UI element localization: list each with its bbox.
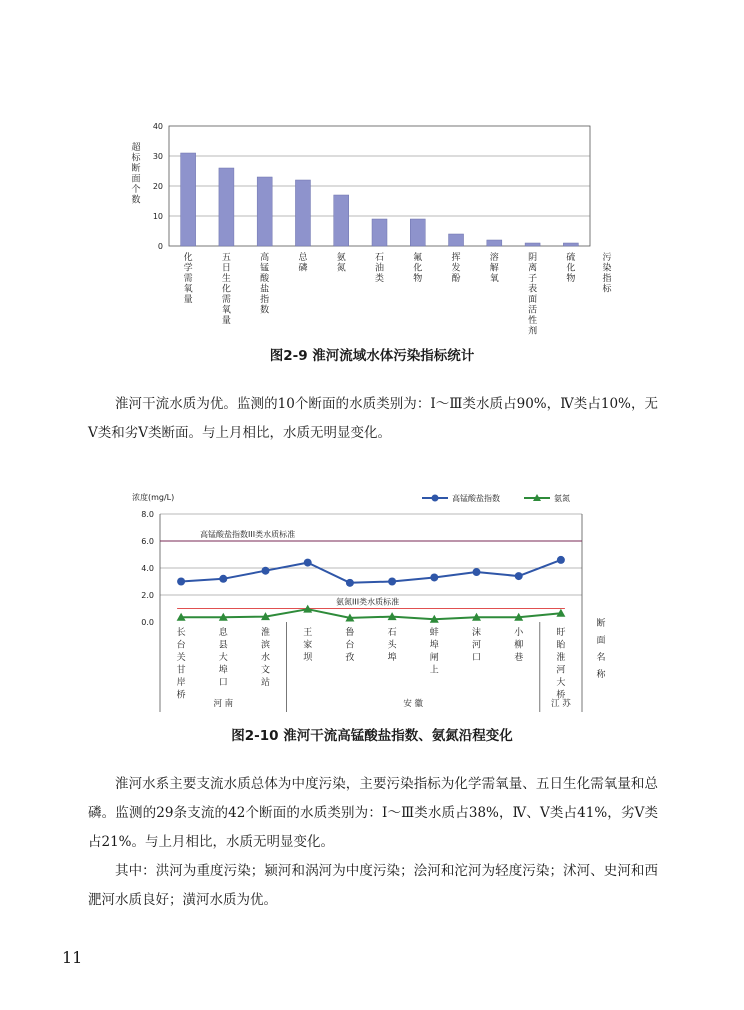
- x-tick-label: 王家坝: [303, 628, 313, 663]
- x-axis-label: 断面名称: [596, 619, 606, 680]
- paragraph-tributaries: [88, 770, 658, 915]
- data-point: [304, 559, 312, 567]
- bar: [257, 177, 272, 246]
- y-tick-label: 0: [157, 242, 163, 251]
- y-tick-label: 4.0: [141, 564, 154, 573]
- figure-2-10-caption: 图2-10 淮河干流高锰酸盐指数、氨氮沿程变化: [231, 728, 513, 744]
- y-tick-label: 6.0: [141, 537, 154, 546]
- bar: [295, 180, 310, 246]
- x-tick-label: 长台关甘岸桥: [176, 628, 186, 701]
- x-tick-label: 石油类: [374, 253, 385, 284]
- bar: [563, 243, 578, 246]
- x-tick-label: 氨氮: [336, 253, 346, 274]
- data-point: [346, 579, 354, 587]
- x-axis-label: 污染指标: [602, 253, 612, 295]
- x-tick-label: 息县大埠口: [218, 628, 228, 688]
- data-point: [557, 556, 565, 564]
- y-tick-label: 2.0: [141, 591, 154, 600]
- data-point: [388, 578, 396, 586]
- data-point: [219, 575, 227, 583]
- paragraph-text: 其中：洪河为重度污染；颍河和涡河为中度污染；浍河和沱河为轻度污染；沭河、史河和西淝河水质良好；潢河水质为优。: [88, 863, 658, 908]
- paragraph-text: 淮河干流水质为优。监测的10个断面的水质类别为：Ⅰ～Ⅲ类水质占90%，Ⅳ类占10%，无Ⅴ类和劣Ⅴ类断面。与上月相比，水质无明显变化。: [88, 396, 658, 441]
- x-tick-label: 淮滨水文站: [260, 628, 271, 688]
- data-point: [473, 568, 481, 576]
- legend-label: 氨氮: [554, 494, 570, 503]
- series-line: [181, 609, 561, 619]
- x-tick-label: 盱眙淮河大桥: [556, 628, 566, 701]
- y-tick-label: 10: [152, 212, 163, 221]
- bar: [449, 234, 464, 246]
- bar: [525, 243, 540, 246]
- x-tick-label: 蚌埠闸上: [429, 628, 439, 676]
- x-tick-label: 挥发酚: [451, 253, 461, 284]
- y-tick-label: 20: [152, 182, 163, 191]
- legend-marker: [432, 495, 439, 502]
- y-axis-label: 浓度(mg/L): [132, 493, 175, 502]
- x-tick-label: 氟化物: [413, 253, 423, 284]
- paragraph-main-stream: [88, 390, 658, 448]
- province-label: 江 苏: [551, 699, 571, 709]
- x-tick-label: 溶解氧: [489, 253, 499, 284]
- reference-line-label: 氨氮III类水质标准: [336, 597, 400, 607]
- x-tick-label: 化学需氧量: [183, 253, 193, 305]
- bar: [487, 240, 502, 246]
- line-chart-main-stream: [0, 480, 744, 750]
- x-tick-label: 阴离子表面活性剂: [528, 253, 538, 337]
- y-tick-label: 40: [152, 122, 163, 131]
- paragraph-text: 淮河水系主要支流水质总体为中度污染，主要污染指标为化学需氧量、五日生化需氧量和总磷。监测的29条支流的42个断面的水质类别为：Ⅰ～Ⅲ类水质占38%，Ⅳ、Ⅴ类占41%，劣Ⅴ类占21%。与上月相比，水质无明显变化。: [88, 776, 658, 850]
- legend-label: 高锰酸盐指数: [452, 494, 500, 503]
- bar: [181, 153, 196, 246]
- x-tick-label: 五日生化需氧量: [221, 253, 231, 326]
- x-tick-label: 小柳巷: [514, 628, 524, 663]
- province-label: 河 南: [213, 699, 234, 709]
- y-axis-label: 超标断面个数: [131, 143, 141, 206]
- x-tick-label: 硫化物: [566, 253, 576, 284]
- series-line: [181, 560, 561, 583]
- x-tick-label: 高锰酸盐指数: [260, 253, 270, 316]
- x-tick-label: 石头埠: [387, 628, 397, 663]
- bar-chart-pollution-indicators: [0, 0, 744, 340]
- bar: [410, 219, 425, 246]
- data-point: [177, 578, 185, 586]
- figure-2-9-caption: 图2-9 淮河流域水体污染指标统计: [269, 348, 475, 364]
- x-tick-label: 鲁台孜: [345, 628, 355, 663]
- province-label: 安 徽: [403, 699, 424, 709]
- reference-line-label: 高锰酸盐指数III类水质标准: [200, 530, 296, 539]
- bar: [219, 168, 234, 246]
- bar: [334, 195, 349, 246]
- x-tick-label: 总磷: [298, 253, 308, 274]
- y-tick-label: 30: [152, 152, 163, 161]
- bar: [372, 219, 387, 246]
- y-tick-label: 8.0: [141, 510, 154, 519]
- data-point: [262, 567, 270, 575]
- data-point: [515, 572, 523, 580]
- data-point: [430, 573, 438, 581]
- x-tick-label: 沫河口: [471, 628, 482, 663]
- page-number: 11: [62, 948, 83, 967]
- y-tick-label: 0.0: [141, 618, 154, 627]
